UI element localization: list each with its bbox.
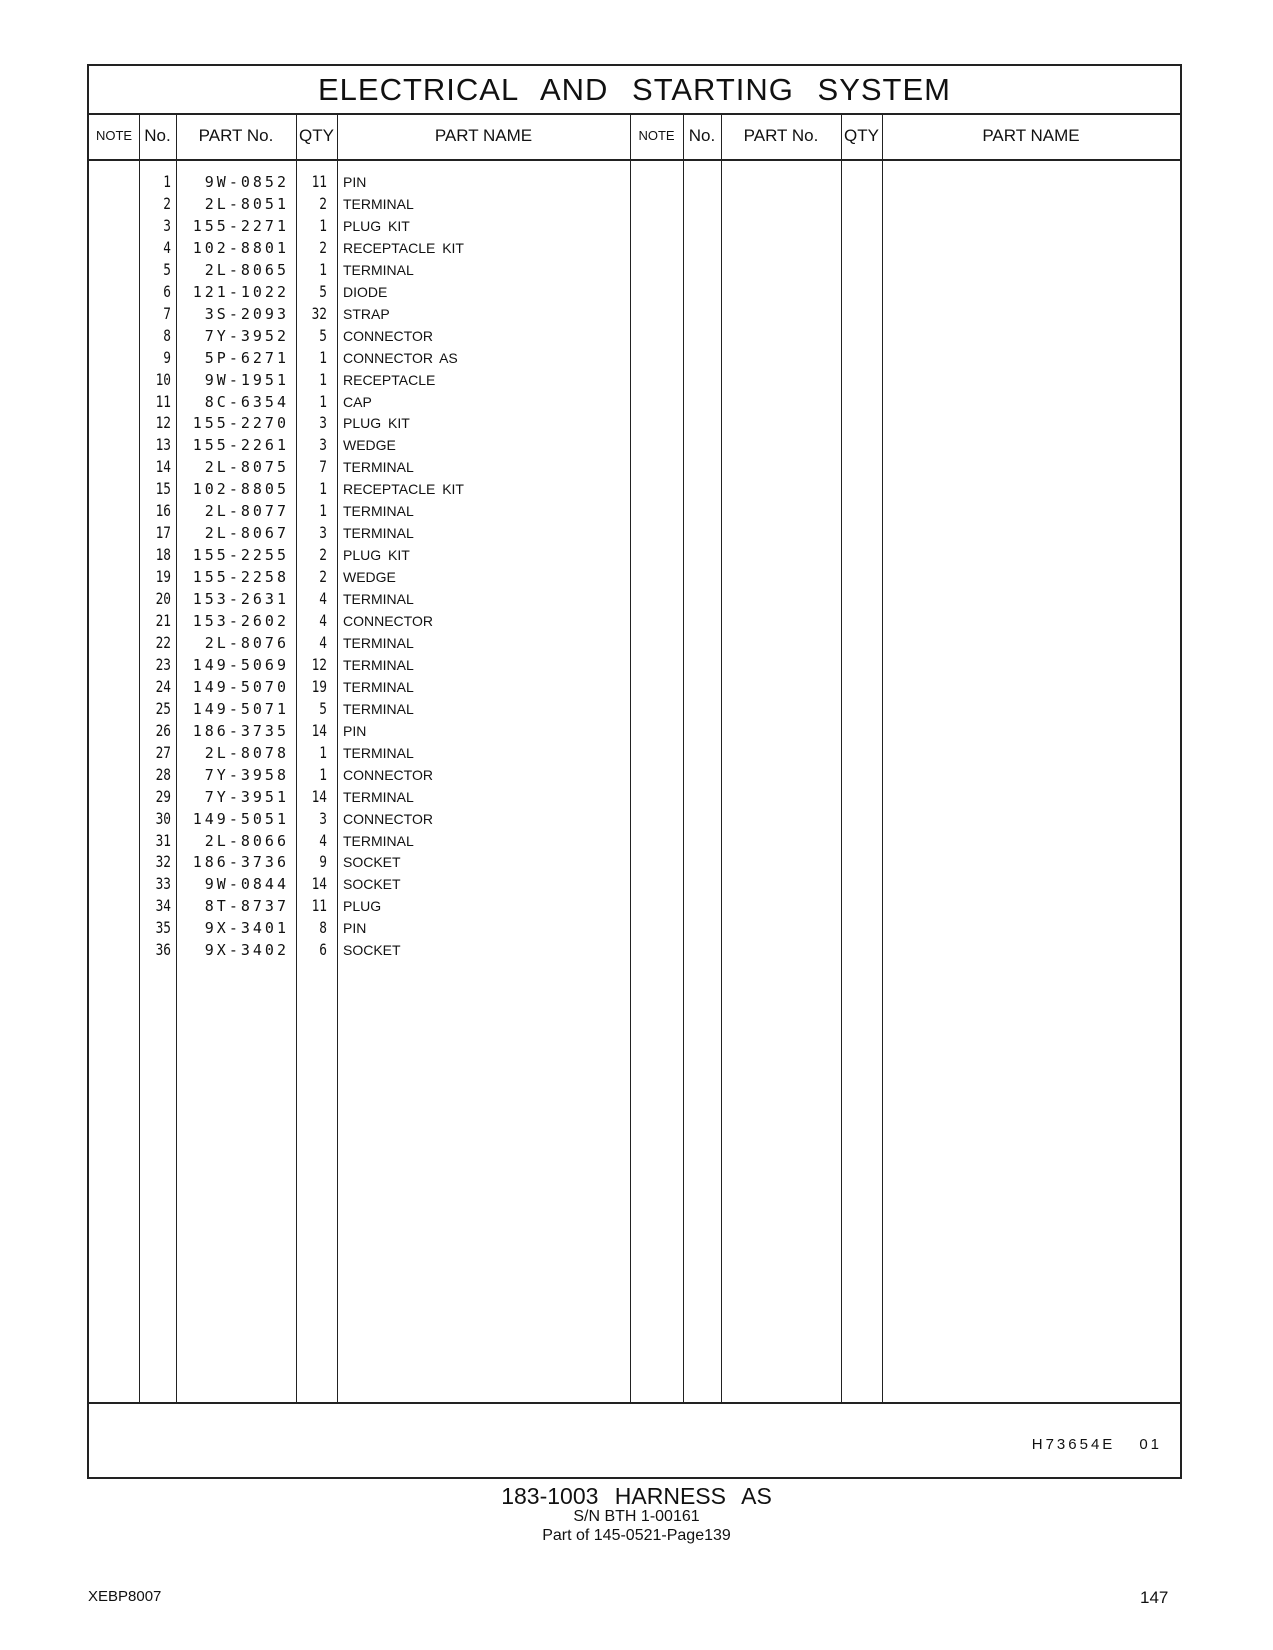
column-divider bbox=[882, 113, 883, 1402]
header-part-no-left: PART No. bbox=[198, 126, 274, 145]
column-divider bbox=[841, 113, 842, 1402]
quantity: 1 bbox=[319, 391, 327, 411]
part-number: 8C-6354 bbox=[204, 392, 289, 411]
drawing-code-number: H73654E bbox=[1031, 1436, 1116, 1453]
row-number: 26 bbox=[155, 720, 171, 740]
part-name: SOCKET bbox=[343, 876, 401, 893]
row-number: 15 bbox=[155, 479, 171, 499]
quantity: 1 bbox=[319, 501, 327, 521]
part-name: TERMINAL bbox=[343, 503, 414, 520]
quantity: 11 bbox=[311, 172, 327, 191]
part-name: TERMINAL bbox=[343, 678, 414, 695]
quantity: 2 bbox=[319, 237, 327, 257]
quantity: 32 bbox=[311, 303, 327, 323]
assembly-title: 183-1003 HARNESS AS bbox=[501, 1483, 772, 1509]
quantity: 4 bbox=[319, 611, 327, 630]
row-number: 25 bbox=[155, 698, 171, 718]
part-name: RECEPTACLE KIT bbox=[343, 481, 464, 498]
part-name: TERMINAL bbox=[343, 525, 414, 542]
part-number: 9X-3401 bbox=[204, 919, 289, 938]
column-divider bbox=[630, 113, 631, 1402]
part-number: 7Y-3952 bbox=[204, 326, 289, 345]
quantity: 14 bbox=[311, 720, 327, 740]
part-number: 2L-8075 bbox=[204, 458, 289, 477]
row-number: 18 bbox=[155, 545, 171, 565]
part-name: TERMINAL bbox=[343, 700, 414, 717]
row-number: 13 bbox=[155, 435, 171, 455]
part-name: TERMINAL bbox=[343, 591, 414, 608]
part-name: PLUG KIT bbox=[343, 547, 410, 564]
part-number: 7Y-3951 bbox=[204, 787, 289, 806]
part-name: WEDGE bbox=[343, 569, 396, 586]
part-name: TERMINAL bbox=[343, 832, 414, 849]
row-number: 27 bbox=[155, 742, 171, 762]
row-number: 10 bbox=[155, 369, 171, 389]
header-row bbox=[89, 113, 1180, 161]
quantity: 14 bbox=[311, 874, 327, 894]
parts-table-frame bbox=[87, 64, 1182, 1479]
quantity: 19 bbox=[311, 676, 327, 696]
quantity: 7 bbox=[319, 457, 327, 477]
quantity: 14 bbox=[311, 786, 327, 806]
row-number: 36 bbox=[155, 940, 171, 960]
header-note-left: NOTE bbox=[95, 128, 133, 143]
part-number: 149-5070 bbox=[192, 677, 289, 696]
table-title-row bbox=[89, 66, 1180, 115]
part-number: 155-2258 bbox=[192, 568, 289, 587]
row-number: 12 bbox=[155, 413, 171, 433]
quantity: 5 bbox=[319, 698, 327, 718]
part-of-reference: Part of 145-0521-Page139 bbox=[542, 1527, 731, 1544]
row-number: 17 bbox=[155, 523, 171, 543]
part-name: STRAP bbox=[343, 305, 390, 322]
row-number: 9 bbox=[163, 347, 171, 367]
quantity: 3 bbox=[319, 413, 327, 433]
column-divider bbox=[176, 113, 177, 1402]
document-id: XEBP8007 bbox=[88, 1588, 162, 1605]
quantity: 4 bbox=[319, 589, 327, 609]
part-number: 7Y-3958 bbox=[204, 765, 289, 784]
part-number: 155-2261 bbox=[192, 436, 289, 455]
part-number: 2L-8066 bbox=[204, 831, 289, 850]
part-name: CONNECTOR AS bbox=[343, 349, 458, 366]
quantity: 6 bbox=[319, 940, 327, 960]
row-number: 20 bbox=[155, 589, 171, 609]
column-divider bbox=[337, 113, 338, 1402]
row-number: 14 bbox=[155, 457, 171, 477]
part-number: 3S-2093 bbox=[204, 304, 289, 323]
row-number: 32 bbox=[155, 852, 171, 872]
row-number: 1 bbox=[163, 172, 171, 191]
part-name: PLUG KIT bbox=[343, 415, 410, 432]
row-number: 35 bbox=[155, 918, 171, 938]
part-number: 8T-8737 bbox=[204, 897, 289, 916]
part-number: 186-3735 bbox=[192, 721, 289, 740]
part-number: 149-5071 bbox=[192, 699, 289, 718]
part-name: TERMINAL bbox=[343, 634, 414, 651]
part-number: 153-2631 bbox=[192, 590, 289, 609]
part-number: 155-2255 bbox=[192, 546, 289, 565]
part-number: 102-8801 bbox=[192, 238, 289, 257]
header-qty-left: QTY bbox=[299, 126, 334, 145]
row-number: 28 bbox=[155, 764, 171, 784]
part-name: TERMINAL bbox=[343, 744, 414, 761]
part-number: 155-2271 bbox=[192, 216, 289, 235]
quantity: 2 bbox=[319, 193, 327, 213]
quantity: 1 bbox=[319, 215, 327, 235]
quantity: 5 bbox=[319, 325, 327, 345]
row-number: 5 bbox=[163, 259, 171, 279]
part-name: TERMINAL bbox=[343, 788, 414, 805]
part-name: CONNECTOR bbox=[343, 327, 433, 344]
quantity: 1 bbox=[319, 742, 327, 762]
row-number: 24 bbox=[155, 676, 171, 696]
quantity: 9 bbox=[319, 852, 327, 872]
part-number: 9W-0852 bbox=[204, 173, 289, 191]
quantity: 1 bbox=[319, 369, 327, 389]
quantity: 1 bbox=[319, 347, 327, 367]
header-no-left: No. bbox=[144, 126, 171, 145]
column-divider bbox=[721, 113, 722, 1402]
part-number: 149-5069 bbox=[192, 655, 289, 674]
part-number: 121-1022 bbox=[192, 282, 289, 301]
part-name: SOCKET bbox=[343, 854, 401, 871]
row-number: 16 bbox=[155, 501, 171, 521]
quantity: 3 bbox=[319, 523, 327, 543]
row-number: 30 bbox=[155, 808, 171, 828]
quantity: 5 bbox=[319, 281, 327, 301]
part-name: CONNECTOR bbox=[343, 810, 433, 827]
part-name: PLUG KIT bbox=[343, 217, 410, 234]
part-number: 2L-8065 bbox=[204, 260, 289, 279]
part-number: 153-2602 bbox=[192, 612, 289, 630]
part-name: PIN bbox=[343, 174, 367, 190]
quantity: 4 bbox=[319, 632, 327, 652]
quantity: 4 bbox=[319, 830, 327, 850]
header-part-name-right: PART NAME bbox=[982, 126, 1080, 145]
part-number: 9W-0844 bbox=[204, 875, 289, 894]
row-number: 23 bbox=[155, 654, 171, 674]
row-number: 31 bbox=[155, 830, 171, 850]
part-name: TERMINAL bbox=[343, 261, 414, 278]
header-part-no-right: PART No. bbox=[743, 126, 819, 145]
part-number: 149-5051 bbox=[192, 809, 289, 828]
part-name: TERMINAL bbox=[343, 656, 414, 673]
row-number: 11 bbox=[155, 391, 171, 411]
part-name: PIN bbox=[343, 920, 367, 937]
part-name: CAP bbox=[343, 393, 372, 410]
quantity: 1 bbox=[319, 259, 327, 279]
part-number: 9W-1951 bbox=[204, 370, 289, 389]
part-number: 102-8805 bbox=[192, 480, 289, 499]
part-name: TERMINAL bbox=[343, 195, 414, 212]
part-name: TERMINAL bbox=[343, 459, 414, 476]
part-number: 155-2270 bbox=[192, 414, 289, 433]
table-bottom-rule bbox=[89, 1402, 1180, 1404]
quantity: 1 bbox=[319, 764, 327, 784]
quantity: 1 bbox=[319, 479, 327, 499]
table-title: ELECTRICAL AND STARTING SYSTEM bbox=[318, 72, 951, 107]
row-number: 29 bbox=[155, 786, 171, 806]
part-number: 2L-8051 bbox=[204, 194, 289, 213]
header-note-right: NOTE bbox=[638, 128, 675, 143]
row-number: 7 bbox=[163, 303, 171, 323]
part-name: RECEPTACLE KIT bbox=[343, 239, 464, 256]
quantity: 12 bbox=[311, 654, 327, 674]
drawing-code-revision: 01 bbox=[1139, 1436, 1162, 1453]
quantity: 2 bbox=[319, 545, 327, 565]
part-number: 2L-8076 bbox=[204, 633, 289, 652]
row-number: 2 bbox=[163, 193, 171, 213]
part-name: RECEPTACLE bbox=[343, 371, 436, 388]
serial-range: S/N BTH 1-00161 bbox=[573, 1508, 700, 1525]
drawing-code bbox=[1032, 1436, 1162, 1453]
row-number: 8 bbox=[163, 325, 171, 345]
row-number: 6 bbox=[163, 281, 171, 301]
row-number: 19 bbox=[155, 567, 171, 587]
row-number: 21 bbox=[155, 611, 171, 630]
quantity: 3 bbox=[319, 435, 327, 455]
quantity: 11 bbox=[311, 896, 327, 916]
part-name: WEDGE bbox=[343, 437, 396, 454]
column-divider bbox=[139, 113, 140, 1402]
quantity: 3 bbox=[319, 808, 327, 828]
row-number: 22 bbox=[155, 632, 171, 652]
part-name: SOCKET bbox=[343, 942, 401, 959]
row-number: 33 bbox=[155, 874, 171, 894]
part-name: CONNECTOR bbox=[343, 766, 433, 783]
row-number: 34 bbox=[155, 896, 171, 916]
part-number: 2L-8067 bbox=[204, 524, 289, 543]
part-name: PIN bbox=[343, 722, 367, 739]
quantity: 8 bbox=[319, 918, 327, 938]
part-number: 2L-8077 bbox=[204, 502, 289, 521]
part-number: 9X-3402 bbox=[204, 941, 289, 960]
part-number: 2L-8078 bbox=[204, 743, 289, 762]
row-number: 4 bbox=[163, 237, 171, 257]
header-qty-right: QTY bbox=[844, 126, 879, 145]
page-number: 147 bbox=[1140, 1588, 1169, 1607]
quantity: 2 bbox=[319, 567, 327, 587]
part-number: 186-3736 bbox=[192, 853, 289, 872]
header-no-right: No. bbox=[688, 126, 716, 145]
part-number: 5P-6271 bbox=[204, 348, 289, 367]
row-number: 3 bbox=[163, 215, 171, 235]
part-name: CONNECTOR bbox=[343, 613, 433, 629]
header-part-name-left: PART NAME bbox=[434, 126, 533, 145]
part-name: PLUG bbox=[343, 898, 382, 915]
column-divider bbox=[683, 113, 684, 1402]
part-name: DIODE bbox=[343, 283, 388, 300]
